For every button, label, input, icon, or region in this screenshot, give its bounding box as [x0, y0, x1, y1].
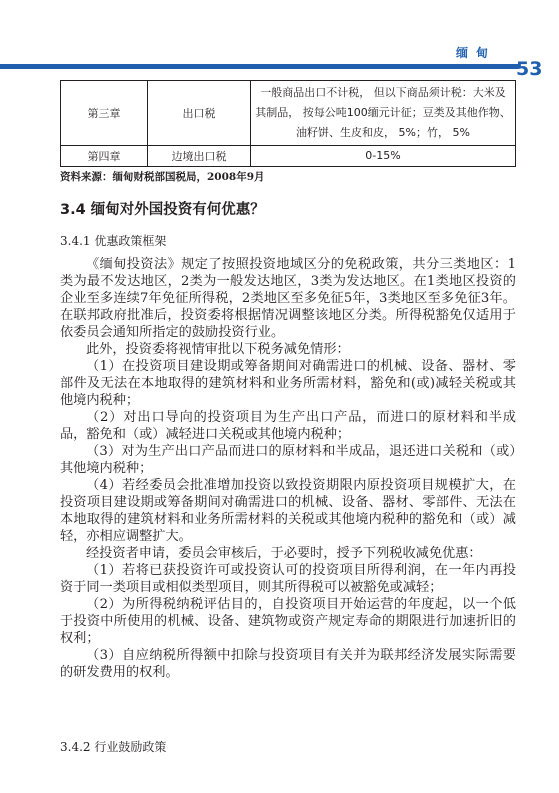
paragraph: 经投资者申请，委员会审核后，于必要时，授予下列税收减免优惠：: [86, 546, 482, 561]
table-cell-tax-name: 出口税: [148, 81, 251, 146]
running-header-title: 缅甸: [456, 46, 497, 60]
table-cell-content: 一般商品出口不计税， 但以下商品须计税：大米及其制品， 按每公吨100缅元计征；豆类及其他作物、油籽饼、生皮和皮， 5%；竹， 5%: [251, 81, 516, 146]
table-row: [61, 146, 516, 167]
table-cell-tax-name: 边境出口税: [148, 146, 251, 167]
subsection-heading: 3.4.1 优惠政策框架: [60, 234, 167, 248]
table-cell-chapter: 第三章: [61, 81, 148, 146]
paragraph: 《缅甸投资法》规定了按照投资地域区分的免税政策，共分三类地区：1类为最不发达地区，2类为一般发达地区，3类为发达地区。在1类地区投资的企业至多连续7年免征所得税，2类地区至多免征5年，3类地区至多免征3年。在联邦政府批准后，投资委将根据情况调整该地区分类。所得税豁免仅适用于依委员会通知所指定的鼓励投资行业。: [60, 257, 516, 340]
paragraph: （2）为所得税纳税评估目的，自投资项目开始运营的年度起，以一个低于投资中所使用的机械、设备、建筑物或资产规定寿命的期限进行加速折旧的权利；: [60, 597, 516, 646]
table-cell-content: 0-15%: [251, 146, 516, 167]
subsection-heading: 3.4.2 行业鼓励政策: [60, 740, 167, 754]
paragraph: （1）在投资项目建设期或筹备期间对确需进口的机械、设备、器材、零部件及无法在本地取得的建筑材料和业务所需材料，豁免和(或)减轻关税或其他境内税种；: [60, 359, 516, 408]
table-cell-chapter: 第四章: [61, 146, 148, 167]
tax-table: [60, 80, 516, 167]
paragraph: （4）若经委员会批准增加投资以致投资期限内原投资项目规模扩大，在投资项目建设期或筹备期间对确需进口的机械、设备、器材、零部件、无法在本地取得的建筑材料和业务所需材料的关税或其他境内税种的豁免和（或）减轻，亦相应调整扩大。: [60, 478, 516, 544]
page-number: 53: [516, 58, 543, 80]
paragraph: 此外，投资委将视情审批以下税务减免情形：: [86, 342, 350, 357]
body-text: [60, 256, 516, 681]
paragraph: （2）对出口导向的投资项目为生产出口产品，而进口的原材料和半成品，豁免和（或）减轻进口关税或其他境内税种；: [60, 410, 516, 442]
section-heading: 3.4 缅甸对外国投资有何优惠？: [60, 202, 265, 218]
paragraph: （1）若将已获投资许可或投资认可的投资项目所得利润，在一年内再投资于同一类项目或相似类型项目，则其所得税可以被豁免或减轻；: [60, 563, 516, 595]
paragraph: （3）对为生产出口产品而进口的原材料和半成品，退还进口关税和（或）其他境内税种；: [60, 444, 516, 476]
source-note: 资料来源：缅甸财税部国税局，2008年9月: [60, 171, 265, 183]
header-rule: [0, 64, 518, 69]
paragraph: （3）自应纳税所得额中扣除与投资项目有关并为联邦经济发展实际需要的研发费用的权利。: [60, 648, 516, 680]
table-row: [61, 81, 516, 146]
